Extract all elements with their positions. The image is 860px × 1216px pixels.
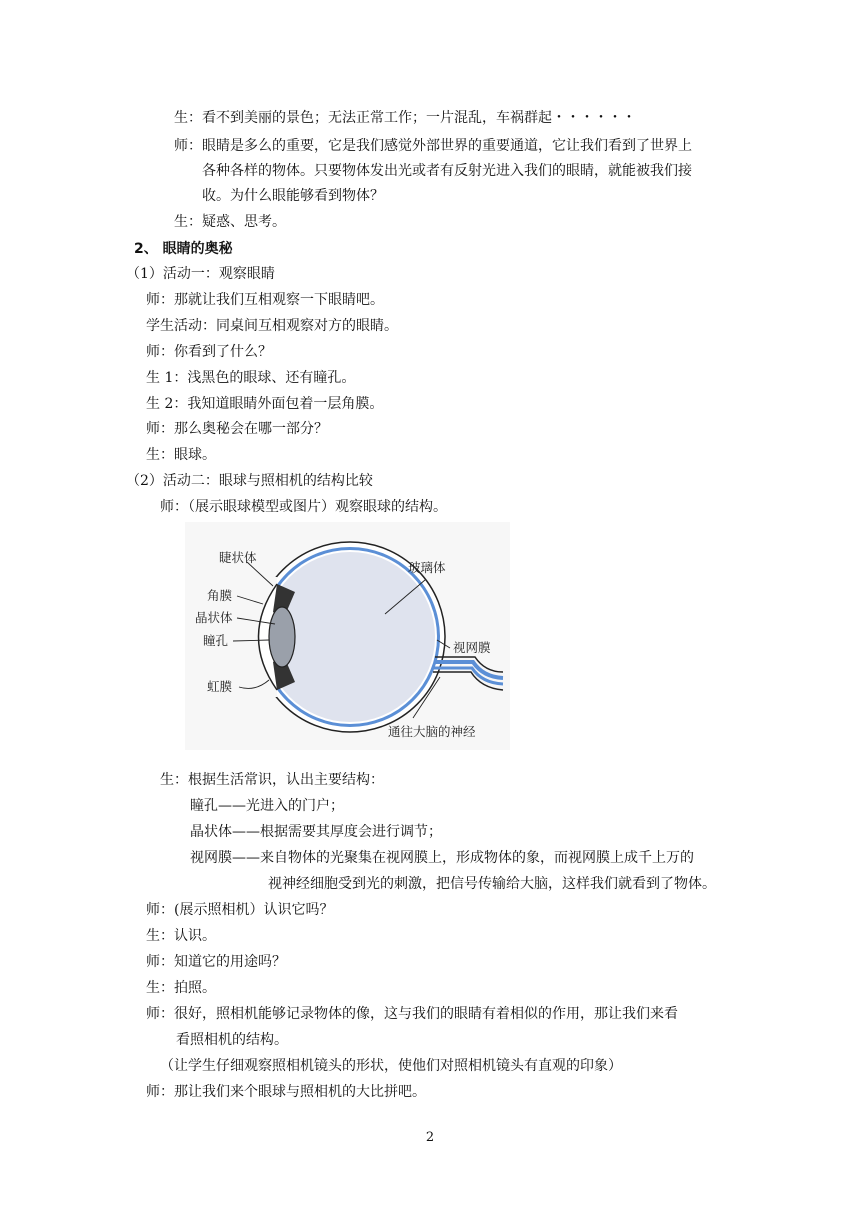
dialogue-line: 生：眼球。 bbox=[146, 447, 216, 463]
activity-heading: （1）活动一：观察眼睛 bbox=[126, 266, 275, 282]
dialogue-line: 生：拍照。 bbox=[146, 980, 216, 996]
dialogue-line: 师：你看到了什么？ bbox=[146, 344, 272, 360]
label-ciliary: 睫状体 bbox=[219, 550, 257, 565]
dialogue-line: 生：根据生活常识，认出主要结构： bbox=[160, 772, 384, 788]
optic-nerve-top bbox=[435, 657, 503, 672]
dialogue-line: 生：疑惑、思考。 bbox=[174, 214, 286, 230]
dialogue-line: 看照相机的结构。 bbox=[176, 1032, 288, 1048]
dialogue-line: 学生活动：同桌间互相观察对方的眼睛。 bbox=[146, 318, 398, 334]
activity-heading: （2）活动二：眼球与照相机的结构比较 bbox=[126, 473, 373, 489]
label-vitreous: 玻璃体 bbox=[408, 560, 446, 575]
dialogue-line: 生 2：我知道眼睛外面包着一层角膜。 bbox=[146, 396, 384, 412]
section-heading: 2、 眼睛的奥秘 bbox=[134, 241, 233, 257]
dialogue-line: 师：那么奥秘会在哪一部分？ bbox=[146, 421, 328, 437]
dialogue-line: （让学生仔细观察照相机镜头的形状，使他们对照相机镜头有直观的印象） bbox=[160, 1058, 622, 1074]
label-pupil: 瞳孔 bbox=[203, 633, 229, 648]
label-nerve: 通往大脑的神经 bbox=[388, 724, 476, 739]
page-number: 2 bbox=[425, 1130, 435, 1145]
label-retina: 视网膜 bbox=[453, 640, 491, 655]
lens-shape bbox=[269, 607, 295, 667]
structure-item: 视网膜——来自物体的光聚集在视网膜上，形成物体的象，而视网膜上成千上万的 bbox=[190, 850, 694, 866]
label-lens: 晶状体 bbox=[195, 610, 233, 625]
dialogue-line: 师：那让我们来个眼球与照相机的大比拼吧。 bbox=[146, 1084, 426, 1100]
dialogue-line: 师：很好，照相机能够记录物体的像，这与我们的眼睛有着相似的作用，那让我们来看 bbox=[146, 1006, 678, 1022]
eyeball-diagram bbox=[185, 522, 510, 750]
structure-item: 视神经细胞受到光的刺激，把信号传输给大脑，这样我们就看到了物体。 bbox=[268, 876, 716, 892]
structure-item: 晶状体——根据需要其厚度会进行调节； bbox=[190, 824, 442, 840]
dialogue-line: 师：（展示眼球模型或图片）观察眼球的结构。 bbox=[160, 499, 447, 515]
dialogue-line: 生：看不到美丽的景色；无法正常工作；一片混乱，车祸群起・・・・・・ bbox=[174, 110, 636, 126]
dialogue-line: 师：眼睛是多么的重要，它是我们感觉外部世界的重要通道，它让我们看到了世界上 bbox=[174, 138, 692, 154]
eyeball-diagram-svg bbox=[185, 522, 510, 750]
dialogue-line: 师：知道它的用途吗？ bbox=[146, 954, 286, 970]
dialogue-line: 各种各样的物体。只要物体发出光或者有反射光进入我们的眼睛，就能被我们接 bbox=[202, 163, 692, 179]
dialogue-line: 收。为什么眼能够看到物体？ bbox=[202, 188, 384, 204]
label-iris: 虹膜 bbox=[207, 679, 233, 694]
dialogue-line: 师：那就让我们互相观察一下眼睛吧。 bbox=[146, 292, 384, 308]
dialogue-line: 生：认识。 bbox=[146, 928, 216, 944]
structure-item: 瞳孔——光进入的门户； bbox=[190, 798, 344, 814]
dialogue-line: 师：(展示照相机）认识它吗？ bbox=[146, 902, 334, 918]
dialogue-line: 生 1：浅黑色的眼球、还有瞳孔。 bbox=[146, 370, 356, 386]
label-cornea: 角膜 bbox=[207, 588, 233, 603]
